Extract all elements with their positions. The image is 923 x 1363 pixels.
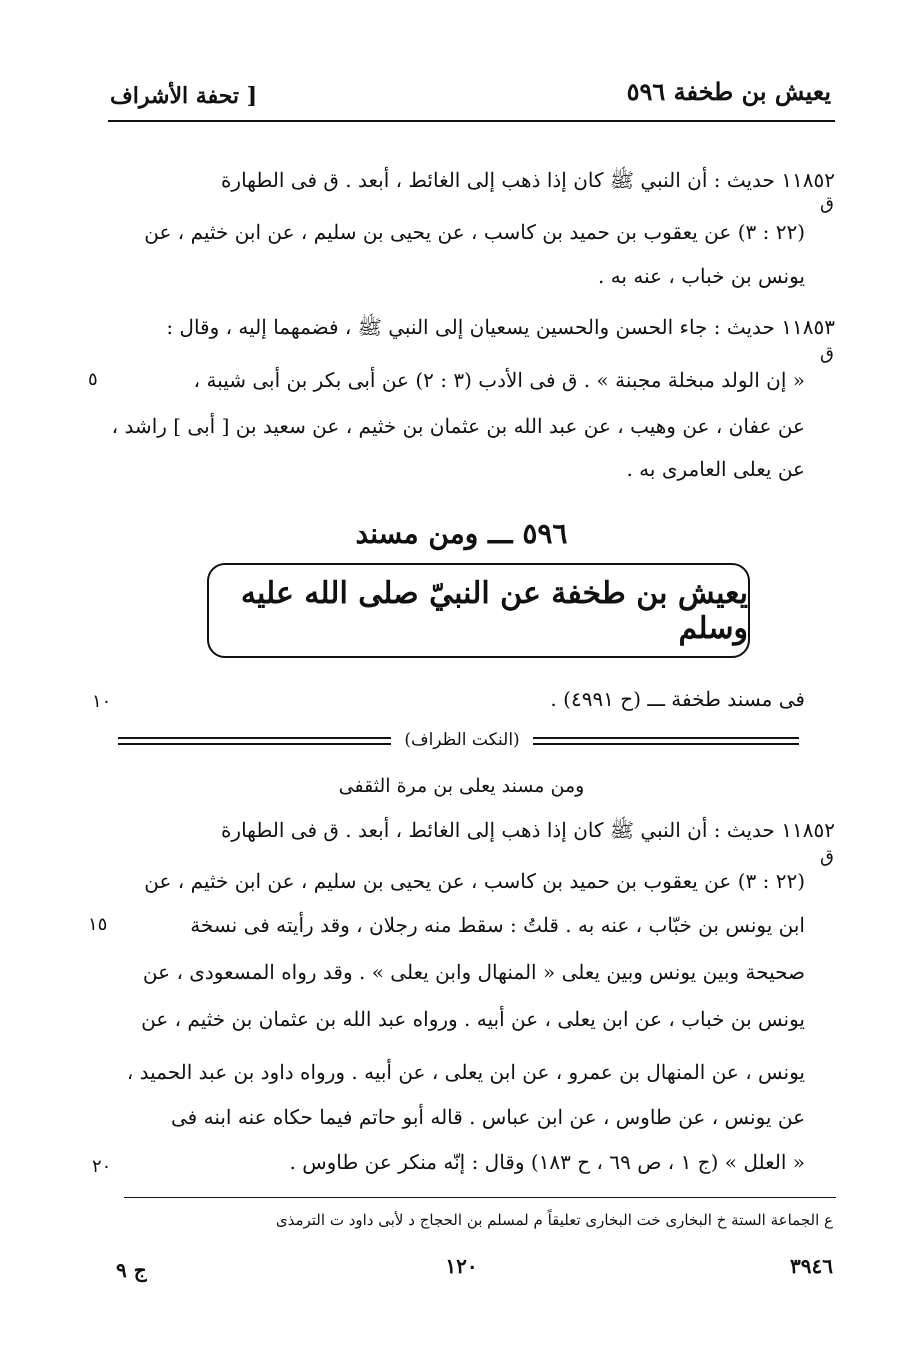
sidemark-5: ٥ — [88, 369, 98, 390]
nukat-line2: (٢٢ : ٣) عن يعقوب بن حميد بن كاسب ، عن يحيى بن سليم ، عن ابن خثيم ، عن — [144, 869, 805, 893]
divider-left-top — [118, 737, 391, 739]
hadith1-line3: يونس بن خباب ، عنه به . — [597, 264, 805, 288]
header-left: [ تحفة الأشراف — [110, 83, 258, 109]
hadith2-line4: عن يعلى العامرى به . — [626, 457, 805, 481]
divider-right-bottom — [533, 743, 799, 745]
sidemark-q3: ق — [820, 846, 834, 867]
section-heading: ٥٩٦ ـــ ومن مسند — [355, 517, 568, 550]
nukat-line3: ابن يونس بن خبّاب ، عنه به . قلتُ : سقط منه رجلان ، وقد رأيته فى نسخة — [190, 913, 805, 937]
musnad-title: يعيش بن طخفة عن النبيّ صلى الله عليه وسلم — [240, 575, 748, 646]
divider-right-top — [533, 737, 799, 739]
footer-page-right: ٣٩٤٦ — [790, 1254, 833, 1278]
footer-rule — [124, 1197, 836, 1198]
nukat-subtitle: ومن مسند يعلى بن مرة الثقفى — [338, 775, 585, 797]
hadith1-line1: ١١٨٥٢ حديث : أن النبي ﷺ كان إذا ذهب إلى الغائط ، أبعد . ق فى الطهارة — [220, 168, 835, 192]
hadith1-line2: (٢٢ : ٣) عن يعقوب بن حميد بن كاسب ، عن يحيى بن سليم ، عن ابن خثيم ، عن — [144, 220, 805, 244]
footer-volume: ج ٩ — [116, 1258, 147, 1282]
divider-left-bottom — [118, 743, 391, 745]
nukat-line1: ١١٨٥٢ حديث : أن النبي ﷺ كان إذا ذهب إلى الغائط ، أبعد . ق فى الطهارة — [220, 818, 835, 842]
hadith2-line2: « إن الولد مبخلة مجبنة » . ق فى الأدب (٣ : ٢) عن أبى بكر بن أبى شيبة ، — [193, 368, 805, 392]
footer-page-center: ١٢٠ — [445, 1254, 478, 1278]
sidemark-15: ١٥ — [88, 914, 108, 935]
sidemark-10: ١٠ — [92, 691, 112, 712]
sidemark-20: ٢٠ — [92, 1156, 112, 1177]
nukat-line6: يونس ، عن المنهال بن عمرو ، عن ابن يعلى ، عن أبيه . ورواه داود بن عبد الحميد ، — [126, 1060, 805, 1084]
musnad-reference: فى مسند طخفة ـــ (ح ٤٩٩١) . — [550, 687, 805, 711]
header-right: يعيش بن طخفة ٥٩٦ — [626, 77, 831, 106]
nukat-line8: « العلل » (ج ١ ، ص ٦٩ ، ح ١٨٣) وقال : إنّه منكر عن طاوس . — [289, 1150, 805, 1174]
footer-legend: ع الجماعة الستة خ البخارى خت البخارى تعليقاً م لمسلم بن الحجاج د لأبى داود ت الترمذى — [275, 1211, 833, 1229]
header-rule — [108, 120, 835, 122]
sidemark-q1: ق — [820, 193, 834, 214]
nukat-title: (النكت الظراف) — [404, 730, 520, 750]
nukat-line7: عن يونس ، عن طاوس ، عن ابن عباس . قاله أبو حاتم فيما حكاه عنه ابنه فى — [171, 1105, 805, 1129]
nukat-line4: صحيحة وبين يونس وبين يعلى « المنهال وابن يعلى » . وقد رواه المسعودى ، عن — [142, 960, 805, 984]
sidemark-q2: ق — [820, 343, 834, 364]
hadith2-line1: ١١٨٥٣ حديث : جاء الحسن والحسين يسعيان إلى النبي ﷺ ، فضمهما إليه ، وقال : — [166, 315, 835, 339]
musnad-title-box — [207, 563, 750, 658]
nukat-line5: يونس بن خباب ، عن ابن يعلى ، عن أبيه . ورواه عبد الله بن عثمان بن خثيم ، عن — [141, 1007, 805, 1031]
hadith2-line3: عن عفان ، عن وهيب ، عن عبد الله بن عثمان بن خثيم ، عن سعيد بن [ أبى ] راشد ، — [111, 414, 805, 438]
